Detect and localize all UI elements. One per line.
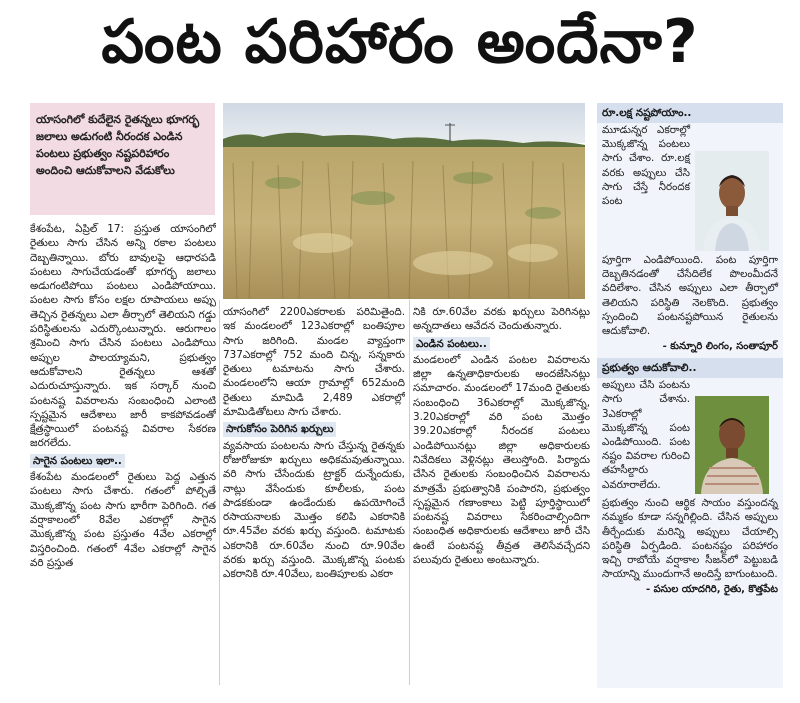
article-column-1 (30, 222, 216, 687)
intro-box: యాసంగిలో కుదేలైన రైతన్నలు భూగర్భ జలాలు అడుగంటి నీరందక ఎండిన పంటలు ప్రభుత్వం నష్టపరిహారం అందించి ఆదుకోవాలని వేడుకోలు (30, 103, 215, 215)
person-icon (695, 396, 769, 494)
farmer-quotes-sidebar (597, 103, 783, 688)
col2-paragraph-1: యాసంగిలో 2200ఎకరాలకు పరిమితైంది. ఇక మండలంలో 123ఎకరాల్లో బంతిపూల సాగు జరిగింది. మండల వ్యాప్తంగా 737ఎకరాల్లో 752 మంది చిన్న, సన్నకారు రైతులు టమాటను సాగు చేశారు. మండలంలోని ఆయా గ్రామాల్లో 652మంది రైతులు మామిడి 2,489 ఎకరాల్లో మామిడితోటలు సాగు చేశారు. (223, 306, 405, 419)
article-column-3 (413, 305, 590, 687)
quote1-text-b: పూర్తిగా ఎండిపోయింది. పంట పూర్తిగా దెబ్బతినడంతో చేసేదిలేక పొలంమీదనే వదిలేశాం. చేసిన అప్పులు ఎలా తీర్చాలో తెలియని పరిస్థితి నెలకొంది. ప్రభుత్వం స్పందించి పంటనష్టపోయిన రైతులను ఆదుకోవాలి. (602, 254, 778, 338)
col1-paragraph-1: కేశంపేట, ఏప్రిల్ 17: ప్రస్తుత యాసంగిలో రైతులు సాగు చేసిన అన్ని రకాల పంటలు దెబ్బతిన్నాయి. బోరు బావులపై ఆధారపడి పంటలు సాగుచేయడంతో భూగర్భ జలాలు అడుగంటిపోయి పంటలు ఎండిపోయాయి. పంటల సాగు కోసం లక్షల రూపాయలు అప్పు తెచ్చిన రైతన్నలు ఎలా తీర్చాలో తెలియని గడ్డు పరిస్థితులను ఎదుర్కొంటున్నారు. ఆరుగాలం శ్రమించి సాగు చేసిన పంటలు ఎండిపోయి అప్పుల పాలయ్యామని, ప్రభుత్వం ఆదుకోవాలని రైతన్నలు ఆశతో ఎదురుచూస్తున్నారు. ఇక సర్కార్ నుంచి పంటనష్ట వివరాలను సంబంధించి ఎలాంటి స్పష్టమైన ఆదేశాలు జారీ కాకపోవడంతో క్షేత్రస్థాయిలో పంటనష్ట వివరాల సేకరణ జరగలేదు. (30, 223, 216, 450)
farmer2-photo (695, 396, 769, 494)
col3-subheading: ఎండిన పంటలు.. (413, 337, 490, 351)
col3-paragraph-1: నికి రూ.60వేల వరకు ఖర్చులు పెరిగినట్లు అన్నదాతలు ఆవేదన చెందుతున్నారు. (413, 306, 590, 333)
col1-paragraph-2: కేశంపేట మండలంలో రైతులు పెద్ద ఎత్తున పంటలు సాగు చేశారు. గతంలో పోల్చితే మొక్కజొన్న పంట సాగు భారీగా పెరిగింది. గత వర్షాకాలంలో 8వేల ఎకరాల్లో సాగైన మొక్కజొన్న పంట ప్రస్తుతం 4వేల ఎకరాల్లో విస్తరించింది. గతంలో 4వేల ఎకరాల్లో సాగైన వరి ప్రస్తుత (30, 471, 216, 569)
col2-subheading: సాగుకోసం పెరిగిన ఖర్చులు (223, 422, 336, 436)
quote2-text-b: ప్రభుత్వం నుంచి ఆర్థిక సాయం వస్తుందన్న నమ్మకం కూడా సన్నగిల్లింది. చేసిన అప్పులు తీర్చేందుకు మరిన్ని అప్పులు చేయాల్సి పరిస్థితి ఏర్పడింది. పంటనష్టం పరిహారం ఇచ్చి రాబోయే వర్షాకాల సీజన్‌లో పెట్టుబడి సాయాన్ని ముందుగానే అందిస్తే బాగుంటుంది. (602, 497, 778, 581)
quote1-text-a: మూడున్నర ఎకరాల్లో మొక్కజొన్న పంటలు సాగు చేశాం. రూ.లక్ష వరకు అప్పులు చేసి సాగు చేస్తే నీరందక పంట (602, 124, 690, 208)
quote2-heading: ప్రభుత్వం ఆదుకోవాలి.. (597, 358, 783, 378)
farmer1-photo (695, 151, 769, 251)
article-column-2 (223, 305, 405, 687)
col2-paragraph-2: వ్యవసాయ పంటలను సాగు చేస్తున్న రైతన్నకు రోజురోజుకూ ఖర్చులు అధికమవుతున్నాయి. వరి సాగు చేసేందుకు ట్రాక్టర్ దున్నేందుకు, నాట్లు వేసేందుకు కూలీలకు, పంట పాడకకుండా ఉండేందుకు ఉపయోగించే రసాయనాలకు మొత్తం కలిపి ఎకరానికి రూ.45వేల వరకు ఖర్చు వస్తుంది. టమాటకు ఎకరానికి రూ.60వేల నుంచి రూ.90వేల వరకు ఖర్చు వస్తుంది. మొక్కజొన్న పంటకు ఎకరానికి రూ.40వేలు, బంతిపూలకు ఎకరా (223, 439, 405, 581)
col1-subheading: సాగైన పంటలు ఇలా.. (30, 454, 125, 468)
quote2-signature: - పసుల యాదగిరి, రైతు, కొత్తపేట (646, 584, 778, 596)
col3-paragraph-2: మండలంలో ఎండిన పంటల వివరాలను జిల్లా ఉన్నతాధికారులకు అందజేసినట్లు సమాచారం. మండలంలో 17మంది రైతులకు సంబంధించి 36ఎకరాల్లో మొక్కజొన్న, 3.20ఎకరాల్లో వరి పంట మొత్తం 39.20ఎకరాల్లో నీరందక పంటలు ఎండిపోయినట్లు జిల్లా అధికారులకు నివేదికలు వెళ్లినట్లు తెలుస్తోంది. పిర్యాదు చేసిన రైతులకు సంబంధించిన వివరాలను మాత్రమే ప్రభుత్వానికి పంపారని, ప్రభుత్వం స్పష్టమైన గణాంకాలు పెట్టి పూర్తిస్థాయిలో పంటనష్ట వివరాలు సేకరించాల్సిందిగా సంబంధిత అధికారులకు ఆదేశాలు జారీ చేసి ఉంటే పంటనష్ట తీవ్రత తెలిసేవచ్చేదని పలువురు రైతులు అంటున్నారు. (413, 353, 590, 567)
field-photo (223, 103, 585, 299)
page-headline: పంట పరిహారం అందేనా? (101, 7, 699, 77)
quote1-heading: రూ.లక్ష నష్టపోయాం.. (597, 103, 783, 123)
quote2-text-a: అప్పులు చేసి పంటను సాగు చేశాను. 3ఎకరాల్లో మొక్కజొన్న పంట ఎండిపోయింది. పంట నష్టం వివరాల గురించి తహసీల్దారు ఎవరూరాలేదు. (602, 379, 690, 491)
person-icon (695, 151, 769, 251)
quote1-signature: - కున్నూరి లింగం, సంతాపూర్ (662, 341, 778, 353)
dry-crop-image (223, 103, 585, 299)
